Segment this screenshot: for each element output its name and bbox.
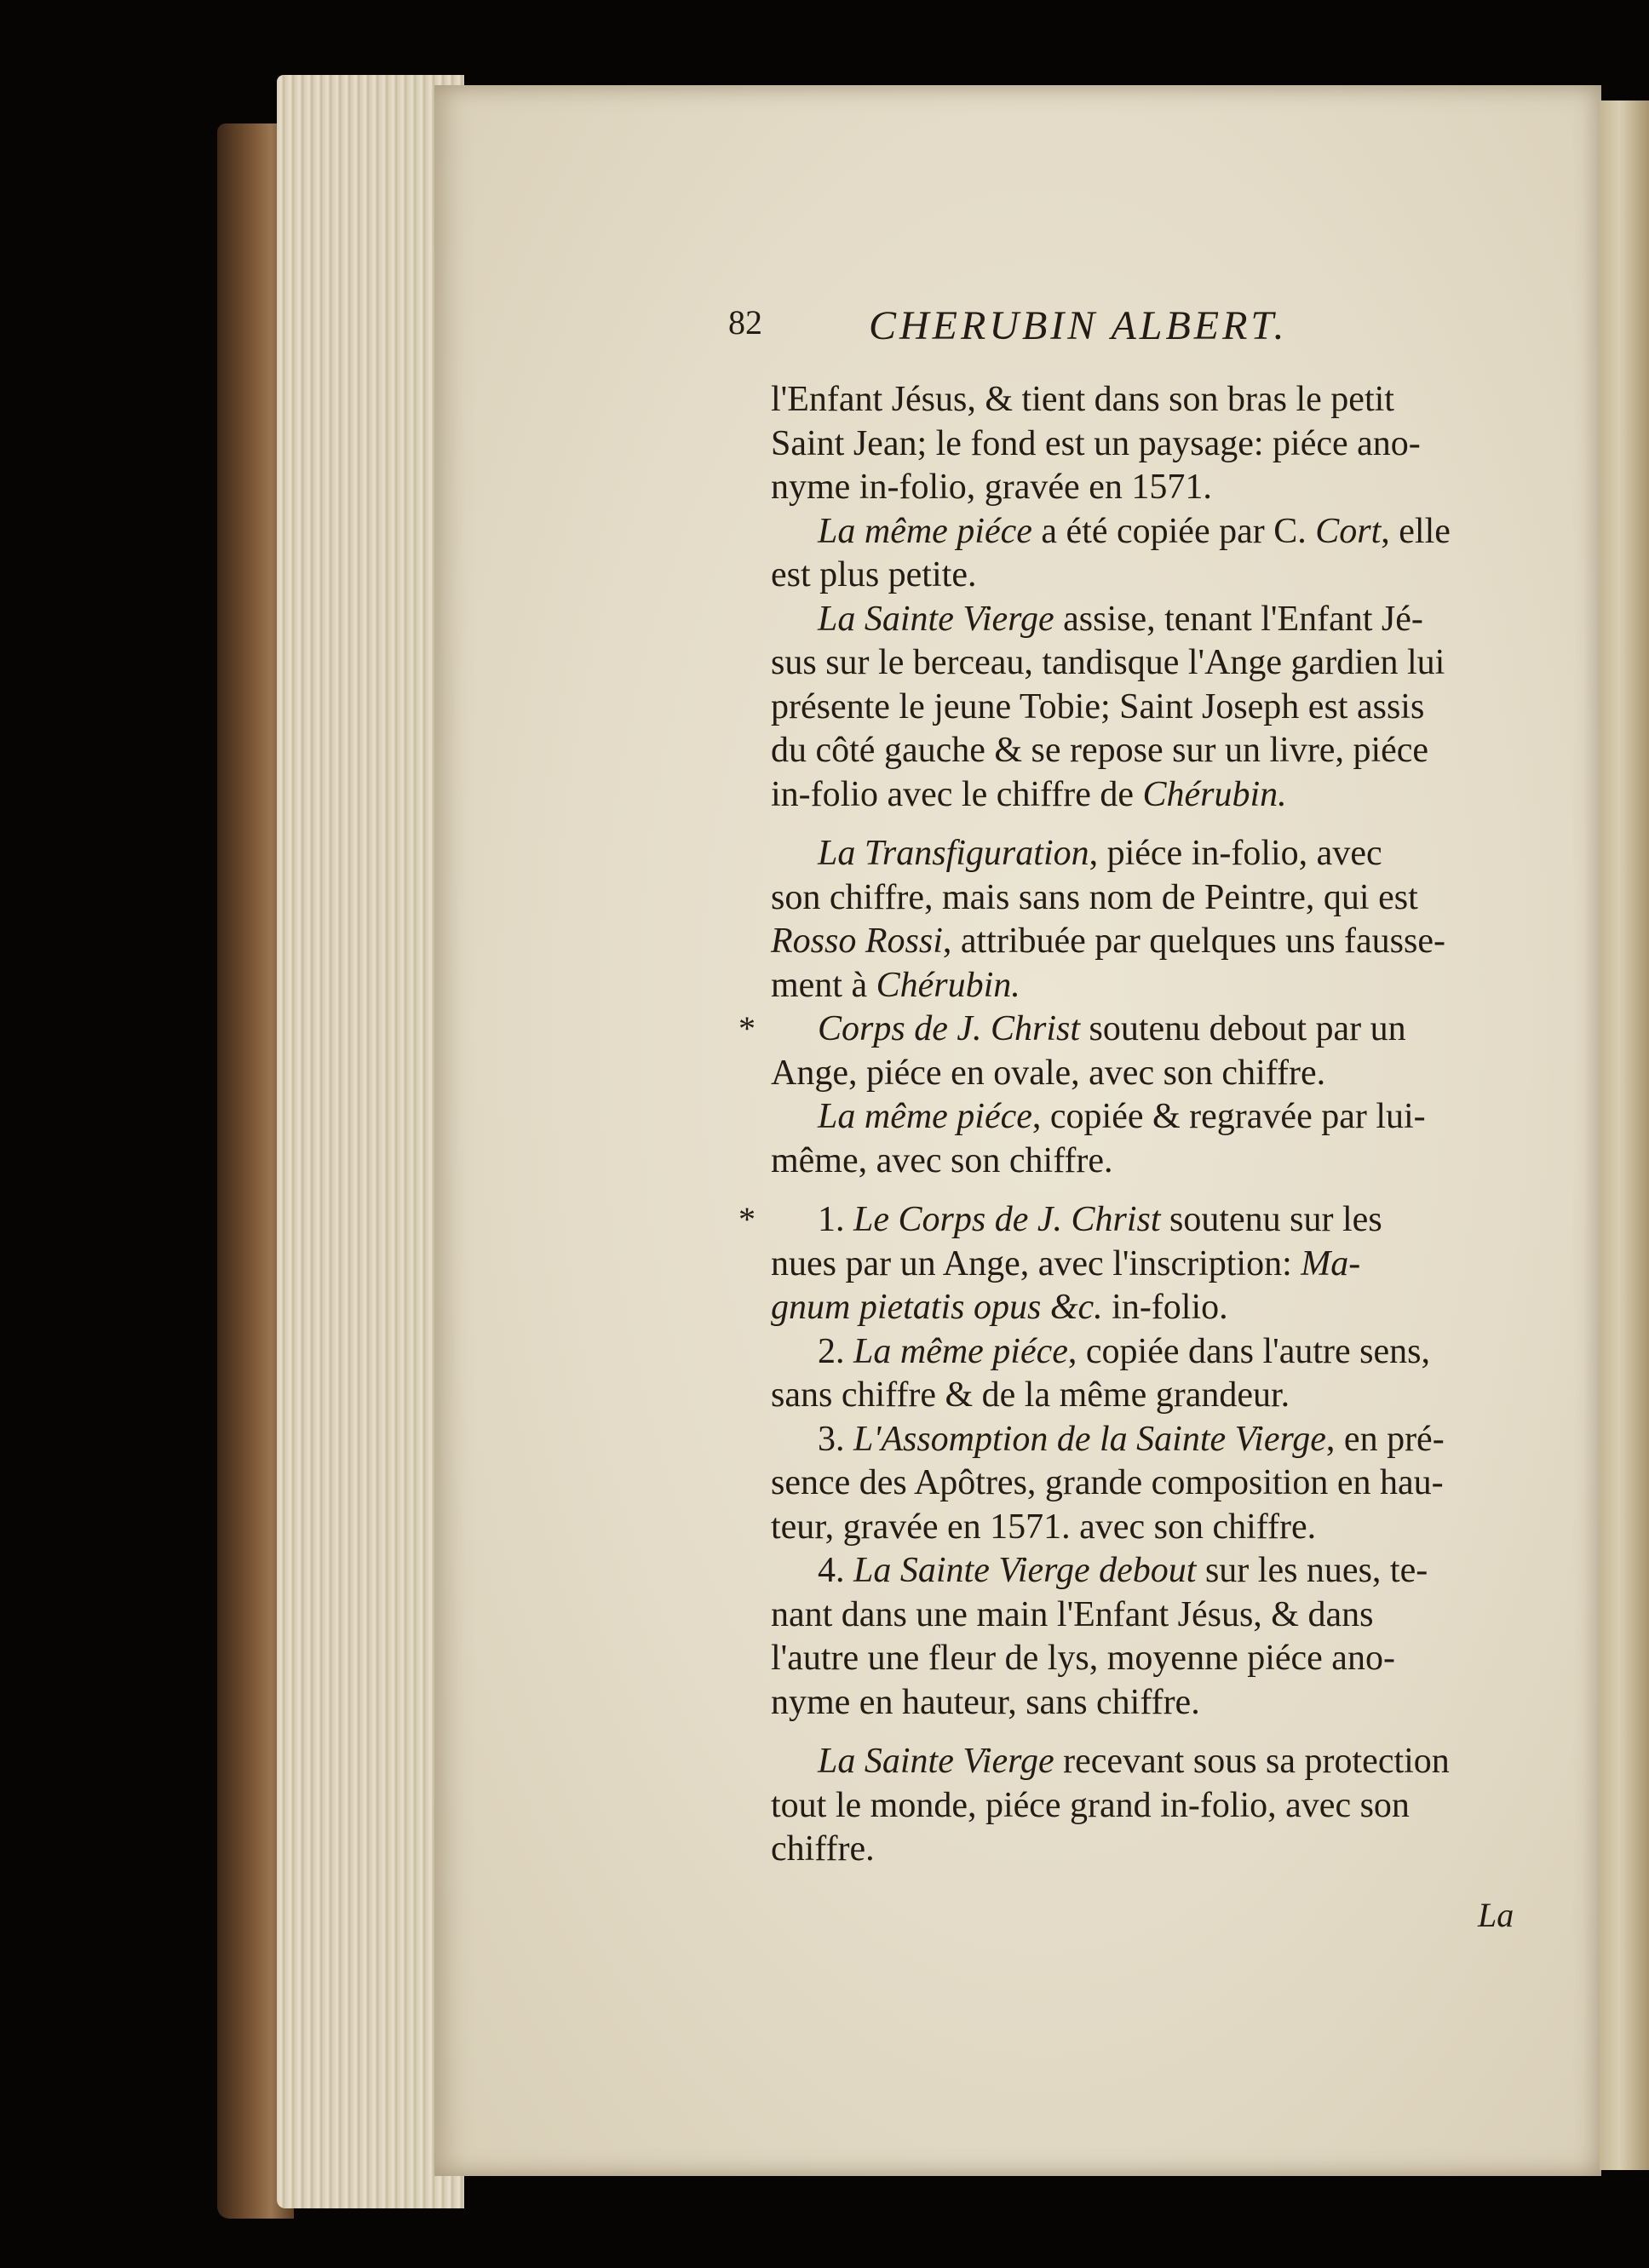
text-line: 3. L'Assomption de la Sainte Vierge, en pré- <box>818 1419 1445 1459</box>
text-line: Rosso Rossi, attribuée par quelques uns fausse- <box>771 922 1445 961</box>
text-line: est plus petite. <box>771 555 977 594</box>
text-line: même, avec son chiffre. <box>771 1140 1113 1180</box>
text-line: l'Enfant Jésus, & tient dans son bras le petit <box>771 380 1394 419</box>
text-line: son chiffre, mais sans nom de Peintre, qui est <box>771 877 1418 917</box>
text-line: sence des Apôtres, grande composition en hau- <box>771 1463 1444 1502</box>
text-line: ment à Chérubin. <box>771 965 1020 1005</box>
text-line: nant dans une main l'Enfant Jésus, & dans <box>771 1594 1374 1634</box>
text-line: l'autre une fleur de lys, moyenne piéce ano- <box>771 1639 1395 1678</box>
asterisk-marker: * <box>738 1200 756 1238</box>
text-line: 2. La même piéce, copiée dans l'autre sens, <box>818 1331 1430 1371</box>
body-text <box>738 379 1520 1873</box>
text-line: teur, gravée en 1571. avec son chiffre. <box>771 1507 1317 1547</box>
text-line: La même piéce a été copiée par C. Cort, elle <box>818 511 1451 551</box>
text-line: nyme in-folio, gravée en 1571. <box>771 468 1212 507</box>
text-line: La Transfiguration, piéce in-folio, avec <box>818 834 1382 873</box>
asterisk-marker: * <box>738 1009 756 1048</box>
page-title: CHERUBIN ALBERT. <box>869 303 1288 348</box>
text-line: présente le jeune Tobie; Saint Joseph est assis <box>771 686 1425 726</box>
text-line: * 1. Le Corps de J. Christ soutenu sur les <box>738 1200 1382 1239</box>
text-line: 4. La Sainte Vierge debout sur les nues, te- <box>818 1551 1428 1590</box>
text-line: nyme en hauteur, sans chiffre. <box>771 1682 1200 1722</box>
text-line: * Corps de J. Christ soutenu debout par un <box>738 1009 1406 1048</box>
text-line: sus sur le berceau, tandisque l'Ange gardien lui <box>771 643 1445 682</box>
facing-page-edge <box>1600 100 1649 2170</box>
text-line: in-folio avec le chiffre de Chérubin. <box>771 774 1287 814</box>
text-line: sans chiffre & de la même grandeur. <box>771 1375 1290 1415</box>
page-number: 82 <box>728 303 762 342</box>
catchword: La <box>1478 1896 1514 1934</box>
text-line: chiffre. <box>771 1829 875 1869</box>
text-line: La Sainte Vierge assise, tenant l'Enfant Jé- <box>818 599 1423 639</box>
text-line: tout le monde, piéce grand in-folio, avec son <box>771 1785 1410 1825</box>
text-line: nues par un Ange, avec l'inscription: Ma- <box>771 1243 1361 1283</box>
text-line: du côté gauche & se repose sur un livre, piéce <box>771 731 1429 770</box>
text-line: gnum pietatis opus &c. in-folio. <box>771 1288 1228 1327</box>
running-head <box>728 302 1393 353</box>
text-line: Saint Jean; le fond est un paysage: piéce ano- <box>771 423 1421 463</box>
text-line: Ange, piéce en ovale, avec son chiffre. <box>771 1053 1326 1093</box>
text-line: La même piéce, copiée & regravée par lui- <box>818 1097 1426 1136</box>
text-line: La Sainte Vierge recevant sous sa protection <box>818 1742 1450 1781</box>
